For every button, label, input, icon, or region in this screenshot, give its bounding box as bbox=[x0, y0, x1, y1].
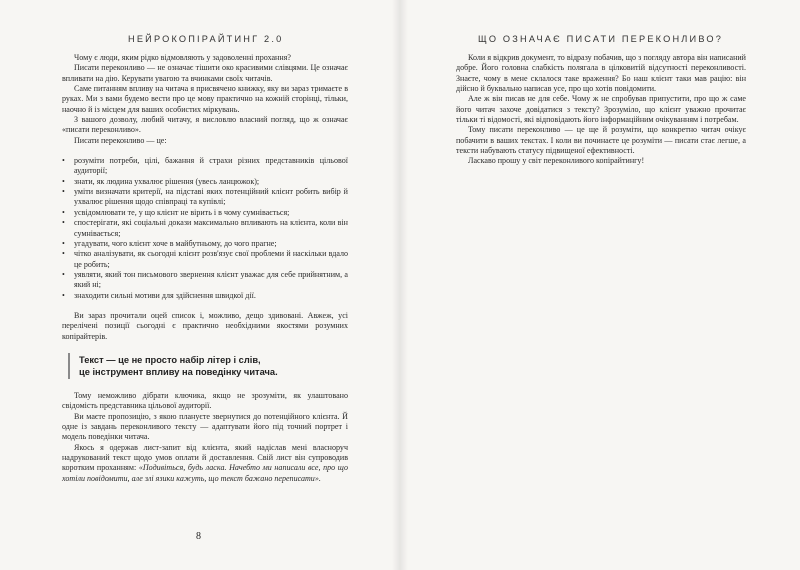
list-item: • уявляти, який тон письмового звернення клієнт уважає для себе прийнятним, а який ні; bbox=[62, 270, 348, 291]
spacer bbox=[62, 146, 348, 156]
right-text-column bbox=[456, 53, 746, 167]
left-running-head: НЕЙРОКОПІРАЙТИНГ 2.0 bbox=[128, 34, 284, 44]
list-item: • спостерігати, які соціальні докази максимально впливають на клієнта, коли він сумнівається; bbox=[62, 218, 348, 239]
intro-paragraph-2: Писати переконливо — не означає тішити око красивими слівцями. Це означає впливати на дію. Керувати увагою та вчинками своїх читачів. bbox=[62, 63, 348, 83]
right-paragraph-1: Коли я відкрив документ, то відразу побачив, що з погляду автора він написаний добре. Його головна слабкість полягала в цілковитій відсутності переконливості. Знаєте, чому в мене склалося таке враження? Бо наш клієнт таки мав рацію: він дійсно й буквально написав усе, про що хотів повідомити. bbox=[456, 53, 746, 94]
list-item: • угадувати, чого клієнт хоче в майбутньому, до чого прагне; bbox=[62, 239, 348, 249]
intro-paragraph-3: Саме питанням впливу на читача я присвячено книжку, яку ви зараз тримаєте в руках. Ми з вами будемо вести про це мову практично на кожній сторінці, тільки, наочно й із місцем для ваших особистих міркувань. bbox=[62, 84, 348, 114]
intro-paragraph-5: Писати переконливо — це: bbox=[74, 135, 167, 145]
list-item: • знаходити сильні мотиви для здійснення швидкої дії. bbox=[62, 291, 348, 301]
closing-paragraph-3-text: Якось я одержав лист-запит від клієнта, який надіслав мені власноруч надрукований текст щодо умов оплати й доставлення. Свій лист він супроводив коротким проханням: bbox=[62, 442, 348, 473]
list-item: • чітко аналізувати, як сьогодні клієнт розв'язує свої проблеми й наскільки вдало це робить; bbox=[62, 249, 348, 270]
closing-paragraph-2: Ви маєте пропозицію, з якою плануєте звернутися до потенційного клієнта. Й одне із завдань переконливого тексту — адаптувати його під точний портрет і модель поведінки читача. bbox=[62, 411, 348, 442]
right-running-head: ЩО ОЗНАЧАЄ ПИСАТИ ПЕРЕКОНЛИВО? bbox=[478, 34, 724, 44]
closing-paragraph-3 bbox=[62, 443, 348, 484]
list-item: • усвідомлювати те, у що клієнт не вірить і в чому сумнівається; bbox=[62, 208, 348, 218]
right-paragraph-4: Ласкаво прошу у світ переконливого копірайтингу! bbox=[468, 156, 645, 166]
closing-paragraph-1: Тому неможливо дібрати ключика, якщо не зрозуміти, як улаштовано свідомість представника цільової аудиторії. bbox=[62, 390, 348, 411]
list-item: • уміти визначати критерії, на підставі яких потенційний клієнт робить вибір й ухвалює рішення щодо співпраці та купівлі; bbox=[62, 187, 348, 208]
left-text-column bbox=[62, 53, 348, 484]
pull-quote-line-2: це інструмент впливу на поведінку читача. bbox=[79, 366, 278, 377]
pull-quote-line-1: Текст — це не просто набір літер і слів, bbox=[79, 354, 261, 365]
right-paragraph-2: Але ж він писав не для себе. Чому ж не спробував припустити, про що ж саме його читач захоче довідатися з тексту? Зрозуміло, що клієнт уважно прочитає тільки ті відомості, які відповідають його інформаційним очікуванням і потребам. bbox=[456, 94, 746, 125]
client-quote: «Подивіться, будь ласка. Начебто ми написали все, про що хотіли повідомити, але злі язики кажуть, що текст бажано переписати». bbox=[62, 463, 348, 483]
intro-paragraph-1: Чому є люди, яким рідко відмовляють у задоволенні прохання? bbox=[74, 53, 291, 62]
spacer bbox=[62, 301, 348, 311]
pull-quote bbox=[68, 353, 348, 379]
right-page bbox=[400, 0, 800, 570]
intro-paragraph-4: З вашого дозволу, любий читачу, я висловлю власний погляд, що ж означає «писати переконливо». bbox=[62, 115, 348, 135]
skills-list bbox=[62, 156, 348, 301]
after-list-paragraph: Ви зараз прочитали оцей список і, можливо, дещо здивовані. Авжеж, усі перелічені позиції сьогодні є практично необхідними якостями розумних копірайтерів. bbox=[62, 310, 348, 341]
list-item: • знати, як людина ухвалює рішення (увесь ланцюжок); bbox=[62, 177, 348, 187]
right-paragraph-3: Тому писати переконливо — це ще й розуміти, що конкретно читач очікує побачити в ваших текстах. І коли ви починаєте це розуміти — писати стає легше, а тексти набувають статусу підвищеної ефективності. bbox=[456, 125, 746, 156]
page-number: 8 bbox=[196, 531, 201, 542]
list-item: • розуміти потреби, цілі, бажання й страхи різних представників цільової аудиторії; bbox=[62, 156, 348, 177]
